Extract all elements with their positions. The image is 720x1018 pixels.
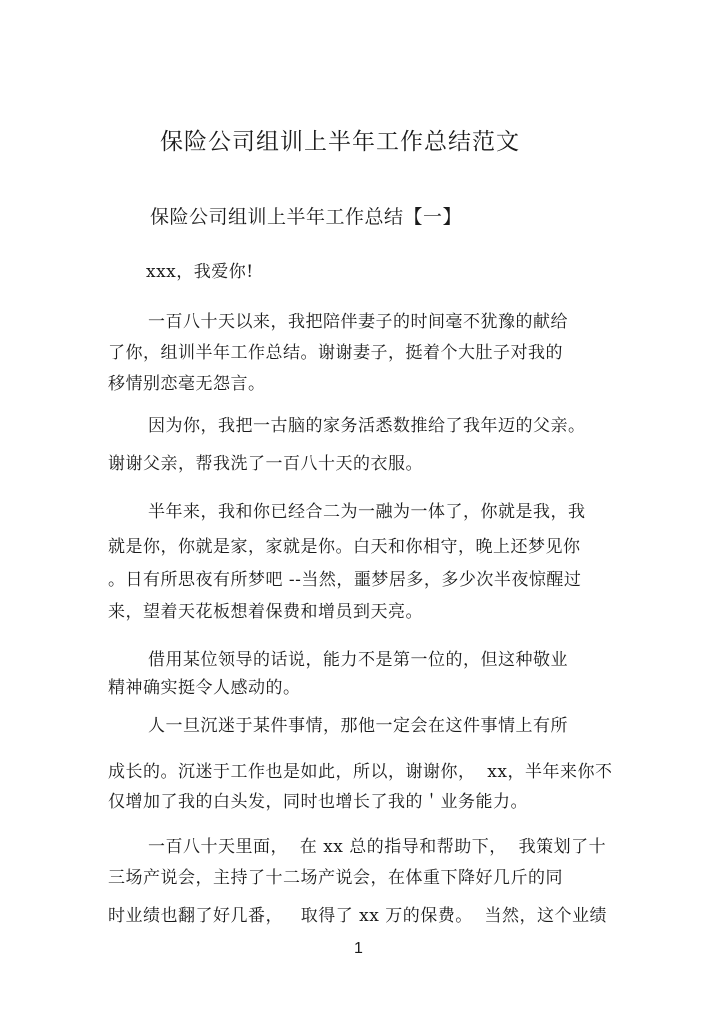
paragraph-line: 就是你，你就是家，家就是你。白天和你相守，晚上还梦见你 <box>108 537 581 557</box>
paragraph-line: 谢谢父亲，帮我洗了一百八十天的衣服。 <box>108 454 423 474</box>
paragraph-line: 。日有所思夜有所梦吧 --当然，噩梦居多，多少次半夜惊醒过 <box>108 570 582 590</box>
paragraph-line: 时业绩也翻了好几番， 取得了 xx 万的保费。 当然，这个业绩 <box>108 906 608 926</box>
paragraph-line: 仅增加了我的白头发，同时也增长了我的＇业务能力。 <box>108 792 528 812</box>
salutation-line: xxx，我爱你! <box>146 262 254 282</box>
paragraph-line: 三场产说会，主持了十二场产说会，在体重下降好几斤的同 <box>108 868 563 888</box>
paragraph-line: 一百八十天里面， 在 xx 总的指导和帮助下， 我策划了十 <box>148 837 607 857</box>
paragraph-line: 借用某位领导的话说，能力不是第一位的，但这种敬业 <box>148 650 568 670</box>
paragraph-line: 因为你，我把一古脑的家务活悉数推给了我年迈的父亲。 <box>148 416 586 436</box>
paragraph-line: 来，望着天花板想着保费和增员到天亮。 <box>108 602 423 622</box>
paragraph-line: 成长的。沉迷于工作也是如此，所以，谢谢你， xx，半年来你不 <box>108 762 613 782</box>
page-number: 1 <box>354 940 363 957</box>
section-heading: 保险公司组训上半年工作总结【一】 <box>150 206 463 228</box>
paragraph-line: 半年来，我和你已经合二为一融为一体了，你就是我，我 <box>148 502 586 522</box>
document-title: 保险公司组训上半年工作总结范文 <box>160 129 520 155</box>
paragraph-line: 人一旦沉迷于某件事情，那他一定会在这件事情上有所 <box>148 716 568 736</box>
paragraph-line: 移情别恋毫无怨言。 <box>108 374 266 394</box>
paragraph-line: 精神确实挺令人感动的。 <box>108 678 301 698</box>
paragraph-line: 了你，组训半年工作总结。谢谢妻子，挺着个大肚子对我的 <box>108 343 563 363</box>
paragraph-line: 一百八十天以来，我把陪伴妻子的时间毫不犹豫的献给 <box>148 312 568 332</box>
